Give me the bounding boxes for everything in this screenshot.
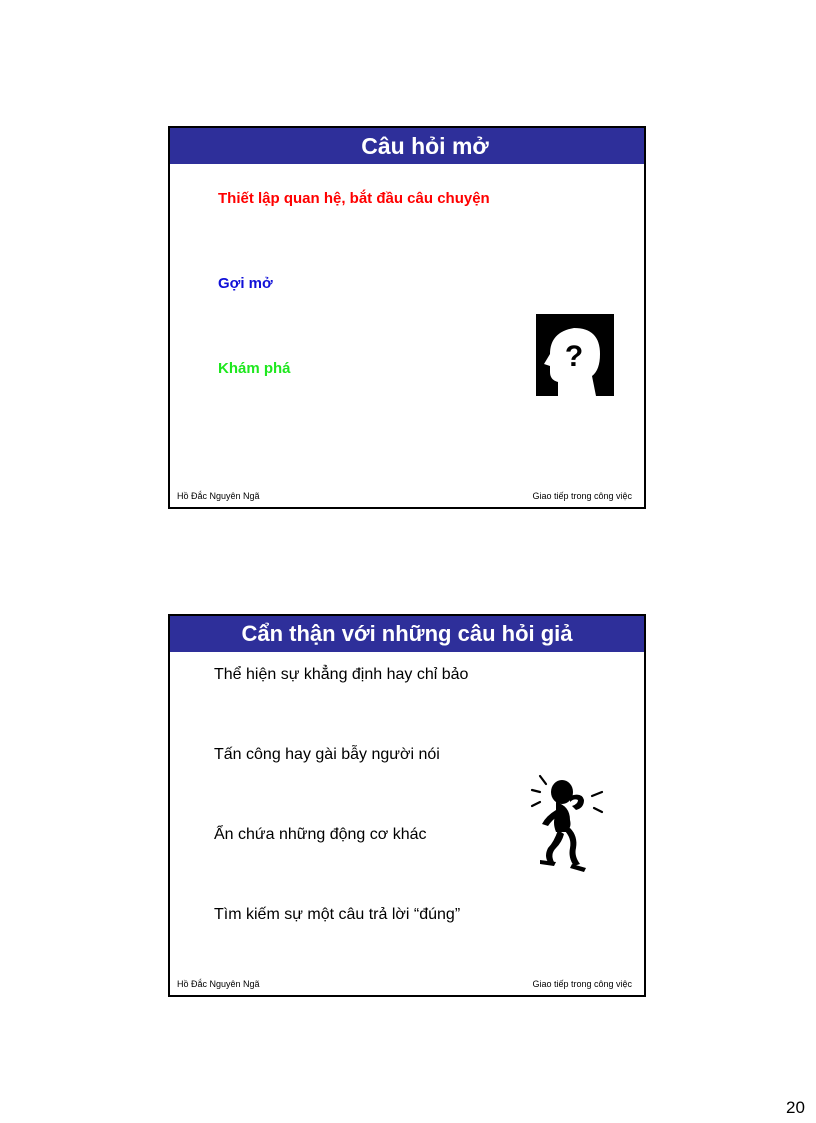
footer-course: Giao tiếp trong công việc xyxy=(532,491,632,501)
footer-course: Giao tiếp trong công việc xyxy=(532,979,632,989)
bullet-item: Tìm kiếm sự một câu trả lời “đúng” xyxy=(214,906,461,923)
svg-text:?: ? xyxy=(564,340,584,373)
slide-title: Cẩn thận với những câu hỏi giả xyxy=(170,616,644,652)
confused-figure-icon xyxy=(526,766,610,876)
bullet-item: Thiết lập quan hệ, bắt đầu câu chuyện xyxy=(218,190,490,207)
bullet-item: Thể hiện sự khẳng định hay chỉ bảo xyxy=(214,666,469,683)
footer-author: Hồ Đắc Nguyên Ngã xyxy=(177,979,260,989)
page-number: 20 xyxy=(786,1098,805,1117)
bullet-item: Tấn công hay gài bẫy người nói xyxy=(214,746,440,763)
slide-open-questions xyxy=(168,126,646,509)
question-head-icon xyxy=(536,314,614,396)
bullet-item: Gợi mở xyxy=(218,275,273,292)
slide-title: Câu hỏi mở xyxy=(170,128,644,164)
bullet-item: Ẩn chứa những động cơ khác xyxy=(214,826,427,843)
bullet-item: Khám phá xyxy=(218,360,291,377)
slide-fake-questions xyxy=(168,614,646,997)
footer-author: Hồ Đắc Nguyên Ngã xyxy=(177,491,260,501)
